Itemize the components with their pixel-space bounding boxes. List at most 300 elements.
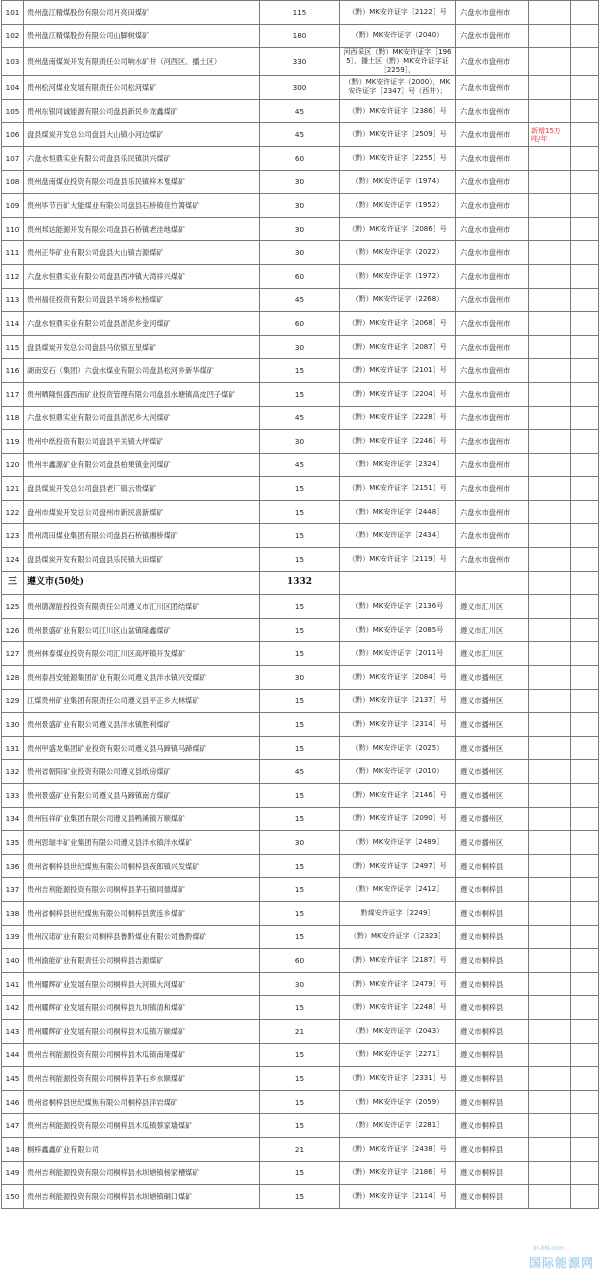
row-number-cell: 131 [2,736,24,760]
empty-cell [571,241,599,265]
capacity-cell: 30 [260,217,340,241]
company-name-cell: 贵州东银同诚能源有限公司盘县新民乡龙鑫煤矿 [24,99,260,123]
empty-cell [571,736,599,760]
company-name-cell: 贵州耀辉矿业发展有限公司桐梓县大河镇大河煤矿 [24,972,260,996]
license-number-cell: （黔）MK安许证字［2151］号 [340,477,456,501]
empty-cell [571,453,599,477]
row-number-cell: 107 [2,146,24,170]
capacity-cell: 15 [260,359,340,383]
location-cell: 遵义市桐梓县 [456,854,529,878]
remark-cell [529,24,571,48]
license-number-cell: （黔）MK安许证字（2025） [340,736,456,760]
company-name-cell: 贵州吉利能源投资有限公司桐梓县茅石镇同德煤矿 [24,878,260,902]
location-cell: 六盘水市盘州市 [456,430,529,454]
remark-cell [529,878,571,902]
license-number-cell: （黔）MK安许证字［2281］ [340,1114,456,1138]
license-number-cell: （黔）MK安许证字［2497］号 [340,854,456,878]
empty-cell [571,1067,599,1091]
row-number-cell: 112 [2,264,24,288]
row-number-cell: 120 [2,453,24,477]
row-number-cell: 139 [2,925,24,949]
location-cell: 六盘水市盘州市 [456,146,529,170]
capacity-cell: 15 [260,1185,340,1209]
capacity-cell: 30 [260,335,340,359]
empty-cell [571,123,599,147]
remark-cell [529,288,571,312]
location-cell: 六盘水市盘州市 [456,477,529,501]
capacity-cell: 15 [260,524,340,548]
company-name-cell: 贵州松河煤业发展有限责任公司松河煤矿 [24,76,260,100]
company-name-cell: 贵州省桐梓县世纪煤焦有限公司桐梓县黄连乡煤矿 [24,901,260,925]
company-name-cell: 盘县煤炭开发有限公司盘县乐民镇大田煤矿 [24,548,260,572]
row-number-cell: 126 [2,618,24,642]
company-name-cell: 贵州德源能投投资有限责任公司遵义市汇川区团结煤矿 [24,595,260,619]
company-name-cell: 贵州吉利能源投资有限公司桐梓县水坝塘镇硐口煤矿 [24,1185,260,1209]
company-name-cell: 贵州景盛矿业有限公司江川区山盆镇隆鑫煤矿 [24,618,260,642]
empty-cell [571,1137,599,1161]
row-number-cell: 137 [2,878,24,902]
company-name-cell: 盘县煤炭开发总公司盘县老厂镇云贵煤矿 [24,477,260,501]
remark-cell [529,689,571,713]
row-number-cell: 127 [2,642,24,666]
license-number-cell: （黔）MK安许证字（2000），MK安许证字［2347］号（西井）； [340,76,456,100]
capacity-cell: 15 [260,878,340,902]
table-row [2,453,599,477]
remark-cell [529,1090,571,1114]
license-number-cell: （黔）MK安许证字［2114］号 [340,1185,456,1209]
capacity-cell: 300 [260,76,340,100]
location-cell: 遵义市播州区 [456,713,529,737]
table-row [2,123,599,147]
row-number-cell: 114 [2,312,24,336]
license-number-cell: （黔）MK安许证字［2137］号 [340,689,456,713]
empty-cell [571,1161,599,1185]
capacity-cell: 60 [260,146,340,170]
location-cell: 遵义市播州区 [456,760,529,784]
license-number-cell: （黔）MK安许证字［2101］号 [340,359,456,383]
company-name-cell: 贵州渝能矿业有限责任公司桐梓县吉源煤矿 [24,949,260,973]
empty-cell [571,807,599,831]
row-number-cell: 102 [2,24,24,48]
table-row [2,312,599,336]
capacity-cell: 1332 [260,571,340,595]
license-number-cell: （黔）MK安许证字［2434］ [340,524,456,548]
empty-cell [571,689,599,713]
table-row [2,24,599,48]
table-row [2,1185,599,1209]
license-number-cell: （黔）MK安许证字（2043） [340,1019,456,1043]
capacity-cell: 15 [260,1090,340,1114]
company-name-cell: 贵州盘南煤业投资有限公司盘县乐民镇梓木戛煤矿 [24,170,260,194]
empty-cell [571,312,599,336]
location-cell: 遵义市桐梓县 [456,901,529,925]
remark-cell [529,595,571,619]
location-cell: 六盘水市盘州市 [456,1,529,25]
table-row [2,194,599,218]
row-number-cell: 145 [2,1067,24,1091]
location-cell: 遵义市桐梓县 [456,1114,529,1138]
table-row [2,382,599,406]
table-row [2,1137,599,1161]
row-number-cell: 144 [2,1043,24,1067]
table-row [2,595,599,619]
row-number-cell: 141 [2,972,24,996]
empty-cell [571,878,599,902]
license-number-cell: （黔）MK安许证字［2090］号 [340,807,456,831]
empty-cell [571,24,599,48]
capacity-cell: 45 [260,406,340,430]
empty-cell [571,382,599,406]
location-cell: 遵义市桐梓县 [456,996,529,1020]
company-name-cell: 贵州吉利能源投资有限公司桐梓县木瓜镇南垭煤矿 [24,1043,260,1067]
capacity-cell: 15 [260,996,340,1020]
remark-cell [529,642,571,666]
remark-cell [529,312,571,336]
empty-cell [571,48,599,76]
row-number-cell: 三 [2,571,24,595]
empty-cell [571,217,599,241]
table-row [2,1067,599,1091]
empty-cell [571,595,599,619]
table-row [2,784,599,808]
license-number-cell: （黔）MK安许证字［2087］号 [340,335,456,359]
row-number-cell: 147 [2,1114,24,1138]
table-row [2,241,599,265]
row-number-cell: 104 [2,76,24,100]
license-number-cell: （黔）MK安许证字（1974） [340,170,456,194]
row-number-cell: 122 [2,500,24,524]
location-cell: 六盘水市盘州市 [456,48,529,76]
location-cell: 六盘水市盘州市 [456,500,529,524]
company-name-cell: 贵州盘江精煤股份有限公司山脚树煤矿 [24,24,260,48]
location-cell: 六盘水市盘州市 [456,241,529,265]
row-number-cell: 106 [2,123,24,147]
table-row [2,288,599,312]
table-row [2,854,599,878]
company-name-cell: 贵州钰祥矿业集团有限公司遵义县鸭溪镇万顺煤矿 [24,807,260,831]
row-number-cell: 138 [2,901,24,925]
remark-cell [529,146,571,170]
location-cell: 遵义市桐梓县 [456,972,529,996]
license-number-cell: （黔）MK安许证字（1952） [340,194,456,218]
company-name-cell: 贵州思瑞丰矿业集团有限公司遵义县泮水镇泮水煤矿 [24,831,260,855]
table-row [2,146,599,170]
remark-cell [529,217,571,241]
remark-cell [529,1,571,25]
capacity-cell: 45 [260,99,340,123]
empty-cell [571,996,599,1020]
company-name-cell: 贵州邦达能源开发有限公司盘县石桥镇老洼地煤矿 [24,217,260,241]
table-row [2,1090,599,1114]
remark-cell [529,1161,571,1185]
remark-cell: 新增15万吨/年 [529,123,571,147]
empty-cell [571,477,599,501]
table-row [2,524,599,548]
location-cell: 六盘水市盘州市 [456,548,529,572]
location-cell: 遵义市桐梓县 [456,1067,529,1091]
capacity-cell: 30 [260,430,340,454]
empty-cell [571,1,599,25]
company-name-cell: 贵州景盛矿业有限公司遵义县马蹄镇南方煤矿 [24,784,260,808]
license-number-cell: 黔煤安许证字［2249］ [340,901,456,925]
capacity-cell: 15 [260,736,340,760]
company-name-cell: 贵州景盛矿业有限公司遵义县泮水镇胜利煤矿 [24,713,260,737]
remark-cell [529,1067,571,1091]
license-number-cell: （黔）MK安许证字［2412］ [340,878,456,902]
table-row [2,925,599,949]
location-cell: 六盘水市盘州市 [456,359,529,383]
capacity-cell: 30 [260,666,340,690]
license-number-cell: （黔）MK安许证字［2246］号 [340,430,456,454]
empty-cell [571,571,599,595]
location-cell: 六盘水市盘州市 [456,123,529,147]
row-number-cell: 105 [2,99,24,123]
remark-cell [529,335,571,359]
remark-cell [529,618,571,642]
empty-cell [571,406,599,430]
capacity-cell: 15 [260,1161,340,1185]
remark-cell [529,736,571,760]
table-row [2,760,599,784]
empty-cell [571,335,599,359]
company-name-cell: 贵州吉利能源投资有限公司桐梓县木瓜镇蔡家墙煤矿 [24,1114,260,1138]
company-name-cell: 贵州中纸投资有限公司盘县平关镇大坪煤矿 [24,430,260,454]
license-number-cell: （黔）MK安许证字［2187］号 [340,949,456,973]
row-number-cell: 148 [2,1137,24,1161]
location-cell: 六盘水市盘州市 [456,264,529,288]
location-cell [456,571,529,595]
location-cell: 遵义市桐梓县 [456,1137,529,1161]
company-name-cell: 贵州甲盛龙集团矿业投资有限公司遵义县马蹄镇马蹄煤矿 [24,736,260,760]
row-number-cell: 118 [2,406,24,430]
remark-cell [529,48,571,76]
table-row [2,1161,599,1185]
capacity-cell: 45 [260,760,340,784]
license-number-cell: （黔）MK安许证字（2268） [340,288,456,312]
location-cell: 六盘水市盘州市 [456,335,529,359]
capacity-cell: 15 [260,925,340,949]
table-row [2,901,599,925]
table-row [2,170,599,194]
empty-cell [571,430,599,454]
company-name-cell: 贵州正华矿业有限公司盘县大山镇吉源煤矿 [24,241,260,265]
empty-cell [571,359,599,383]
company-name-cell: 贵州盘江精煤股份有限公司月亮田煤矿 [24,1,260,25]
table-row [2,996,599,1020]
capacity-cell: 15 [260,1043,340,1067]
row-number-cell: 125 [2,595,24,619]
company-name-cell: 盘州市煤炭开发总公司盘州市新民喜新煤矿 [24,500,260,524]
table-row [2,1019,599,1043]
empty-cell [571,76,599,100]
location-cell: 遵义市桐梓县 [456,925,529,949]
capacity-cell: 45 [260,453,340,477]
location-cell: 六盘水市盘州市 [456,524,529,548]
company-name-cell: 贵州毕节百矿大能煤业有限公司盘县石桥镇佳竹箐煤矿 [24,194,260,218]
remark-cell [529,241,571,265]
table-row [2,76,599,100]
row-number-cell: 129 [2,689,24,713]
table-row [2,878,599,902]
remark-cell [529,972,571,996]
license-number-cell: （黔）MK安许证字［2186］号 [340,1161,456,1185]
empty-cell [571,548,599,572]
location-cell: 遵义市桐梓县 [456,949,529,973]
row-number-cell: 109 [2,194,24,218]
table-row [2,548,599,572]
empty-cell [571,1043,599,1067]
company-name-cell: 贵州丰鑫源矿业有限公司盘县柏果镇金河煤矿 [24,453,260,477]
location-cell: 遵义市播州区 [456,807,529,831]
capacity-cell: 15 [260,854,340,878]
capacity-cell: 15 [260,689,340,713]
capacity-cell: 45 [260,288,340,312]
company-name-cell: 六盘水恒鼎实业有限公司盘县乐民镇洪兴煤矿 [24,146,260,170]
empty-cell [571,194,599,218]
empty-cell [571,264,599,288]
row-number-cell: 150 [2,1185,24,1209]
company-name-cell: 贵州晒隆恒盛西南矿业投资管理有限公司盘县水塘镇高皮凹子煤矿 [24,382,260,406]
row-number-cell: 108 [2,170,24,194]
table-row [2,430,599,454]
capacity-cell: 21 [260,1137,340,1161]
empty-cell [571,1019,599,1043]
license-number-cell: （黔）MK安许证字［2228］号 [340,406,456,430]
remark-cell [529,571,571,595]
empty-cell [571,146,599,170]
location-cell: 遵义市桐梓县 [456,1043,529,1067]
license-number-cell: （黔）MK安许证字［2255］号 [340,146,456,170]
capacity-cell: 30 [260,194,340,218]
empty-cell [571,500,599,524]
license-number-cell: （黔）MK安许证字［2489］ [340,831,456,855]
capacity-cell: 30 [260,831,340,855]
section-row [2,571,599,595]
location-cell: 六盘水市盘州市 [456,24,529,48]
company-name-cell: 遵义市(50处) [24,571,260,595]
company-name-cell: 六盘水恒鼎实业有限公司盘县淤泥乡大河煤矿 [24,406,260,430]
remark-cell [529,1043,571,1067]
license-number-cell: （黔）MK安许证字［2386］号 [340,99,456,123]
license-number-cell: 河西采区（黔）MK安许证字［1965］，播土区（黔）MK安许证字证［2259］， [340,48,456,76]
empty-cell [571,642,599,666]
remark-cell [529,713,571,737]
table-row [2,736,599,760]
license-number-cell: （黔）MK安许证字［2479］号 [340,972,456,996]
location-cell: 遵义市汇川区 [456,595,529,619]
capacity-cell: 15 [260,1067,340,1091]
company-name-cell: 贵州盘南煤炭开发有限责任公司响水矿井（河西区、播土区） [24,48,260,76]
table-row [2,807,599,831]
location-cell: 六盘水市盘州市 [456,453,529,477]
location-cell: 六盘水市盘州市 [456,382,529,406]
remark-cell [529,170,571,194]
empty-cell [571,1090,599,1114]
location-cell: 遵义市桐梓县 [456,1090,529,1114]
capacity-cell: 15 [260,477,340,501]
empty-cell [571,618,599,642]
license-number-cell: （黔）MK安许证字（［2323］ [340,925,456,949]
remark-cell [529,500,571,524]
row-number-cell: 136 [2,854,24,878]
row-number-cell: 140 [2,949,24,973]
empty-cell [571,1185,599,1209]
remark-cell [529,524,571,548]
remark-cell [529,1019,571,1043]
license-number-cell: （黔）MK安许证字［2331］号 [340,1067,456,1091]
company-name-cell: 盘县煤炭开发总公司盘县大山镇小河边煤矿 [24,123,260,147]
capacity-cell: 15 [260,382,340,406]
table-row [2,831,599,855]
row-number-cell: 124 [2,548,24,572]
empty-cell [571,854,599,878]
row-number-cell: 146 [2,1090,24,1114]
remark-cell [529,807,571,831]
location-cell: 六盘水市盘州市 [456,217,529,241]
company-name-cell: 贵州林泰煤业投资有限公司汇川区高坪镇开发煤矿 [24,642,260,666]
empty-cell [571,1114,599,1138]
license-number-cell: （黔）MK安许证字［2204］号 [340,382,456,406]
row-number-cell: 130 [2,713,24,737]
empty-cell [571,288,599,312]
capacity-cell: 15 [260,784,340,808]
company-name-cell: 贵州耀辉矿业发展有限公司桐梓县木瓜镇万顺煤矿 [24,1019,260,1043]
row-number-cell: 123 [2,524,24,548]
table-row [2,618,599,642]
row-number-cell: 134 [2,807,24,831]
capacity-cell: 60 [260,264,340,288]
empty-cell [571,901,599,925]
location-cell: 遵义市播州区 [456,736,529,760]
location-cell: 遵义市播州区 [456,689,529,713]
company-name-cell: 贵州湾田煤业集团有限公司盘县石桥镇湘桥煤矿 [24,524,260,548]
remark-cell [529,99,571,123]
capacity-cell: 115 [260,1,340,25]
license-number-cell: （黔）MK安许证字（1972） [340,264,456,288]
capacity-cell: 15 [260,713,340,737]
license-number-cell: （黔）MK安许证字［2509］号 [340,123,456,147]
license-number-cell: （黔）MK安许证字［2085号 [340,618,456,642]
row-number-cell: 143 [2,1019,24,1043]
capacity-cell: 30 [260,241,340,265]
remark-cell [529,949,571,973]
remark-cell [529,1114,571,1138]
location-cell: 遵义市播州区 [456,831,529,855]
capacity-cell: 15 [260,500,340,524]
company-name-cell: 桐梓鑫鑫矿业有限公司 [24,1137,260,1161]
remark-cell [529,453,571,477]
license-number-cell: （黔）MK安许证字［2086］号 [340,217,456,241]
table-row [2,359,599,383]
capacity-cell: 21 [260,1019,340,1043]
row-number-cell: 133 [2,784,24,808]
remark-cell [529,76,571,100]
company-name-cell: 江煤贵州矿业集团有限责任公司遵义县平正乡大林煤矿 [24,689,260,713]
capacity-cell: 180 [260,24,340,48]
empty-cell [571,99,599,123]
remark-cell [529,382,571,406]
remark-cell [529,1185,571,1209]
remark-cell [529,784,571,808]
row-number-cell: 121 [2,477,24,501]
empty-cell [571,784,599,808]
remark-cell [529,854,571,878]
remark-cell [529,760,571,784]
table-row [2,1043,599,1067]
location-cell: 六盘水市盘州市 [456,76,529,100]
location-cell: 六盘水市盘州市 [456,406,529,430]
license-number-cell: （黔）MK安许证字［2314］号 [340,713,456,737]
